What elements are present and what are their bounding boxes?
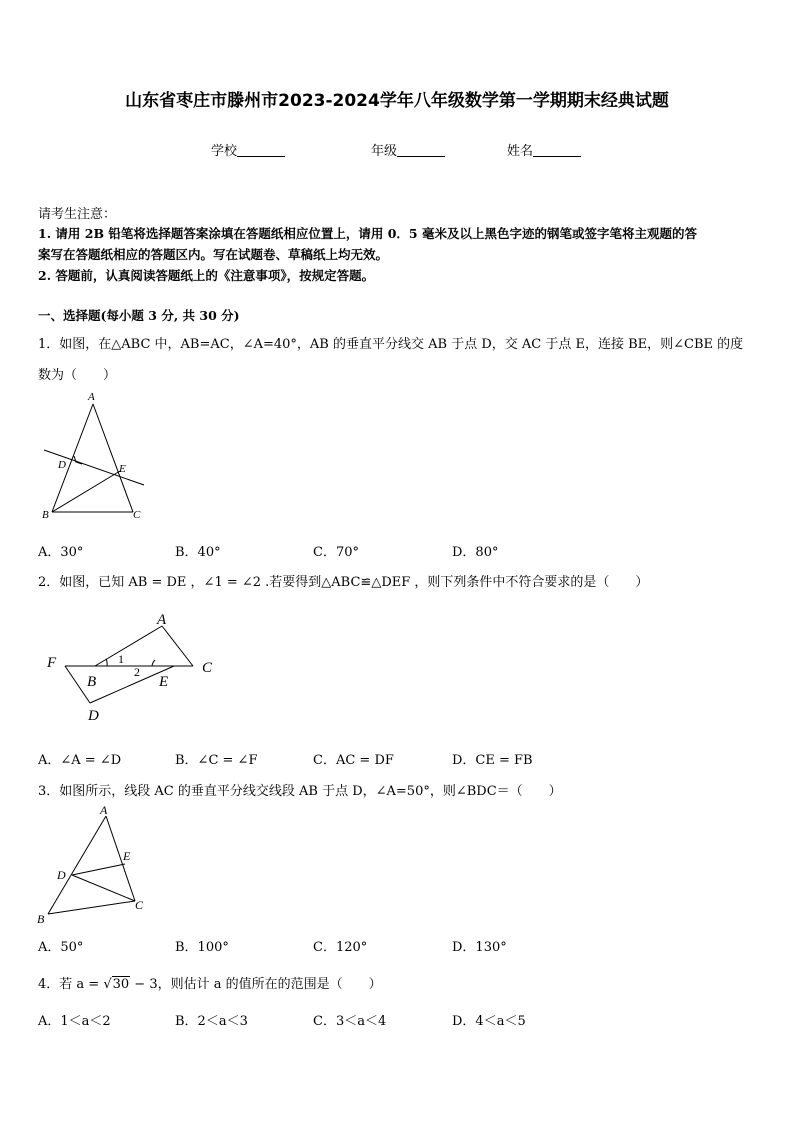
notice-heading: 请考生注意： xyxy=(38,207,117,222)
grade-blank xyxy=(397,144,445,157)
q2-label-f: F xyxy=(47,655,57,671)
q2-label-d: D xyxy=(88,708,99,724)
sqrt-icon: √ xyxy=(103,977,112,992)
q3-option-c[interactable]: C．120° xyxy=(313,940,368,955)
q3-option-d[interactable]: D．130° xyxy=(452,940,507,955)
q1-figure xyxy=(36,388,151,523)
q4-option-c[interactable]: C．3＜a＜4 xyxy=(313,1014,387,1029)
school-field xyxy=(211,140,285,159)
page-title: 山东省枣庄市滕州市2023-2024学年八年级数学第一学期期末经典试题 xyxy=(125,91,669,111)
q3-label-b: B xyxy=(37,912,45,926)
q2-label-b: B xyxy=(87,674,97,690)
q4-option-b[interactable]: B．2＜a＜3 xyxy=(175,1014,248,1029)
q2-figure xyxy=(40,605,225,730)
q2-angle-2: 2 xyxy=(134,665,140,679)
q1-option-d[interactable]: D．80° xyxy=(452,545,499,560)
q2-stem: 2．如图，已知 AB = DE ，∠1 = ∠2 .若要得到△ABC≌△DEF ，则下列条件中不符合要求的是（ ） xyxy=(38,575,649,590)
grade-label: 年级 xyxy=(371,144,398,159)
q3-label-d: D xyxy=(57,868,66,882)
notice-line-1: 1. 请用 2B 铅笔将选择题答案涂填在答题纸相应位置上，请用 0．5 毫米及以上黑色字迹的钢笔或签字笔将主观题的答 xyxy=(38,226,697,241)
notice-line-3: 2. 答题前，认真阅读答题纸上的《注意事项》，按规定答题。 xyxy=(38,268,375,283)
grade-field xyxy=(371,140,445,159)
q3-label-e: E xyxy=(123,849,131,863)
q2-option-c[interactable]: C．AC = DF xyxy=(313,753,394,768)
q2-option-a[interactable]: A．∠A = ∠D xyxy=(38,753,122,768)
section-heading: 一、选择题(每小题 3 分, 共 30 分) xyxy=(38,308,240,323)
q2-option-d[interactable]: D．CE = FB xyxy=(452,753,533,768)
q1-label-c: C xyxy=(133,509,141,521)
q2-option-b[interactable]: B．∠C = ∠F xyxy=(175,753,258,768)
q3-option-b[interactable]: B．100° xyxy=(175,940,229,955)
q2-label-e: E xyxy=(159,674,169,690)
q1-option-c[interactable]: C．70° xyxy=(313,545,359,560)
q3-label-c: C xyxy=(135,898,144,912)
q4-stem-prefix: 4．若 a = xyxy=(38,977,104,992)
q4-radicand: 30 xyxy=(112,977,130,992)
name-label: 姓名 xyxy=(507,144,534,159)
q1-option-b[interactable]: B．40° xyxy=(175,545,221,560)
name-blank xyxy=(533,144,581,157)
q2-label-a: A xyxy=(157,612,167,628)
q2-label-c: C xyxy=(202,660,213,676)
q1-label-a: A xyxy=(88,391,95,403)
name-field xyxy=(507,140,581,159)
notice-line-2: 案写在答题纸相应的答题区内。写在试题卷、草稿纸上均无效。 xyxy=(38,247,389,262)
q4-stem-suffix: − 3，则估计 a 的值所在的范围是（ ） xyxy=(130,977,382,992)
q1-stem-line-1: 1．如图，在△ABC 中，AB=AC，∠A=40°，AB 的垂直平分线交 AB 于点 D，交 AC 于点 E，连接 BE，则∠CBE 的度 xyxy=(38,337,744,352)
q3-figure xyxy=(34,803,159,928)
q3-option-a[interactable]: A．50° xyxy=(38,940,84,955)
q2-angle-1: 1 xyxy=(118,652,124,666)
q4-option-d[interactable]: D．4＜a＜5 xyxy=(452,1014,526,1029)
q4-stem xyxy=(38,973,382,992)
q4-option-a[interactable]: A．1＜a＜2 xyxy=(38,1014,111,1029)
q1-stem-line-2: 数为（ ） xyxy=(38,368,117,383)
school-label: 学校 xyxy=(211,144,238,159)
q1-label-e: E xyxy=(119,463,126,475)
q3-label-a: A xyxy=(100,803,108,817)
q1-option-a[interactable]: A．30° xyxy=(38,545,84,560)
q1-label-d: D xyxy=(58,459,66,471)
school-blank xyxy=(237,144,285,157)
q1-label-b: B xyxy=(42,509,49,521)
q3-stem: 3．如图所示，线段 AC 的垂直平分线交线段 AB 于点 D，∠A=50°，则∠BDC＝（ ） xyxy=(38,784,562,799)
